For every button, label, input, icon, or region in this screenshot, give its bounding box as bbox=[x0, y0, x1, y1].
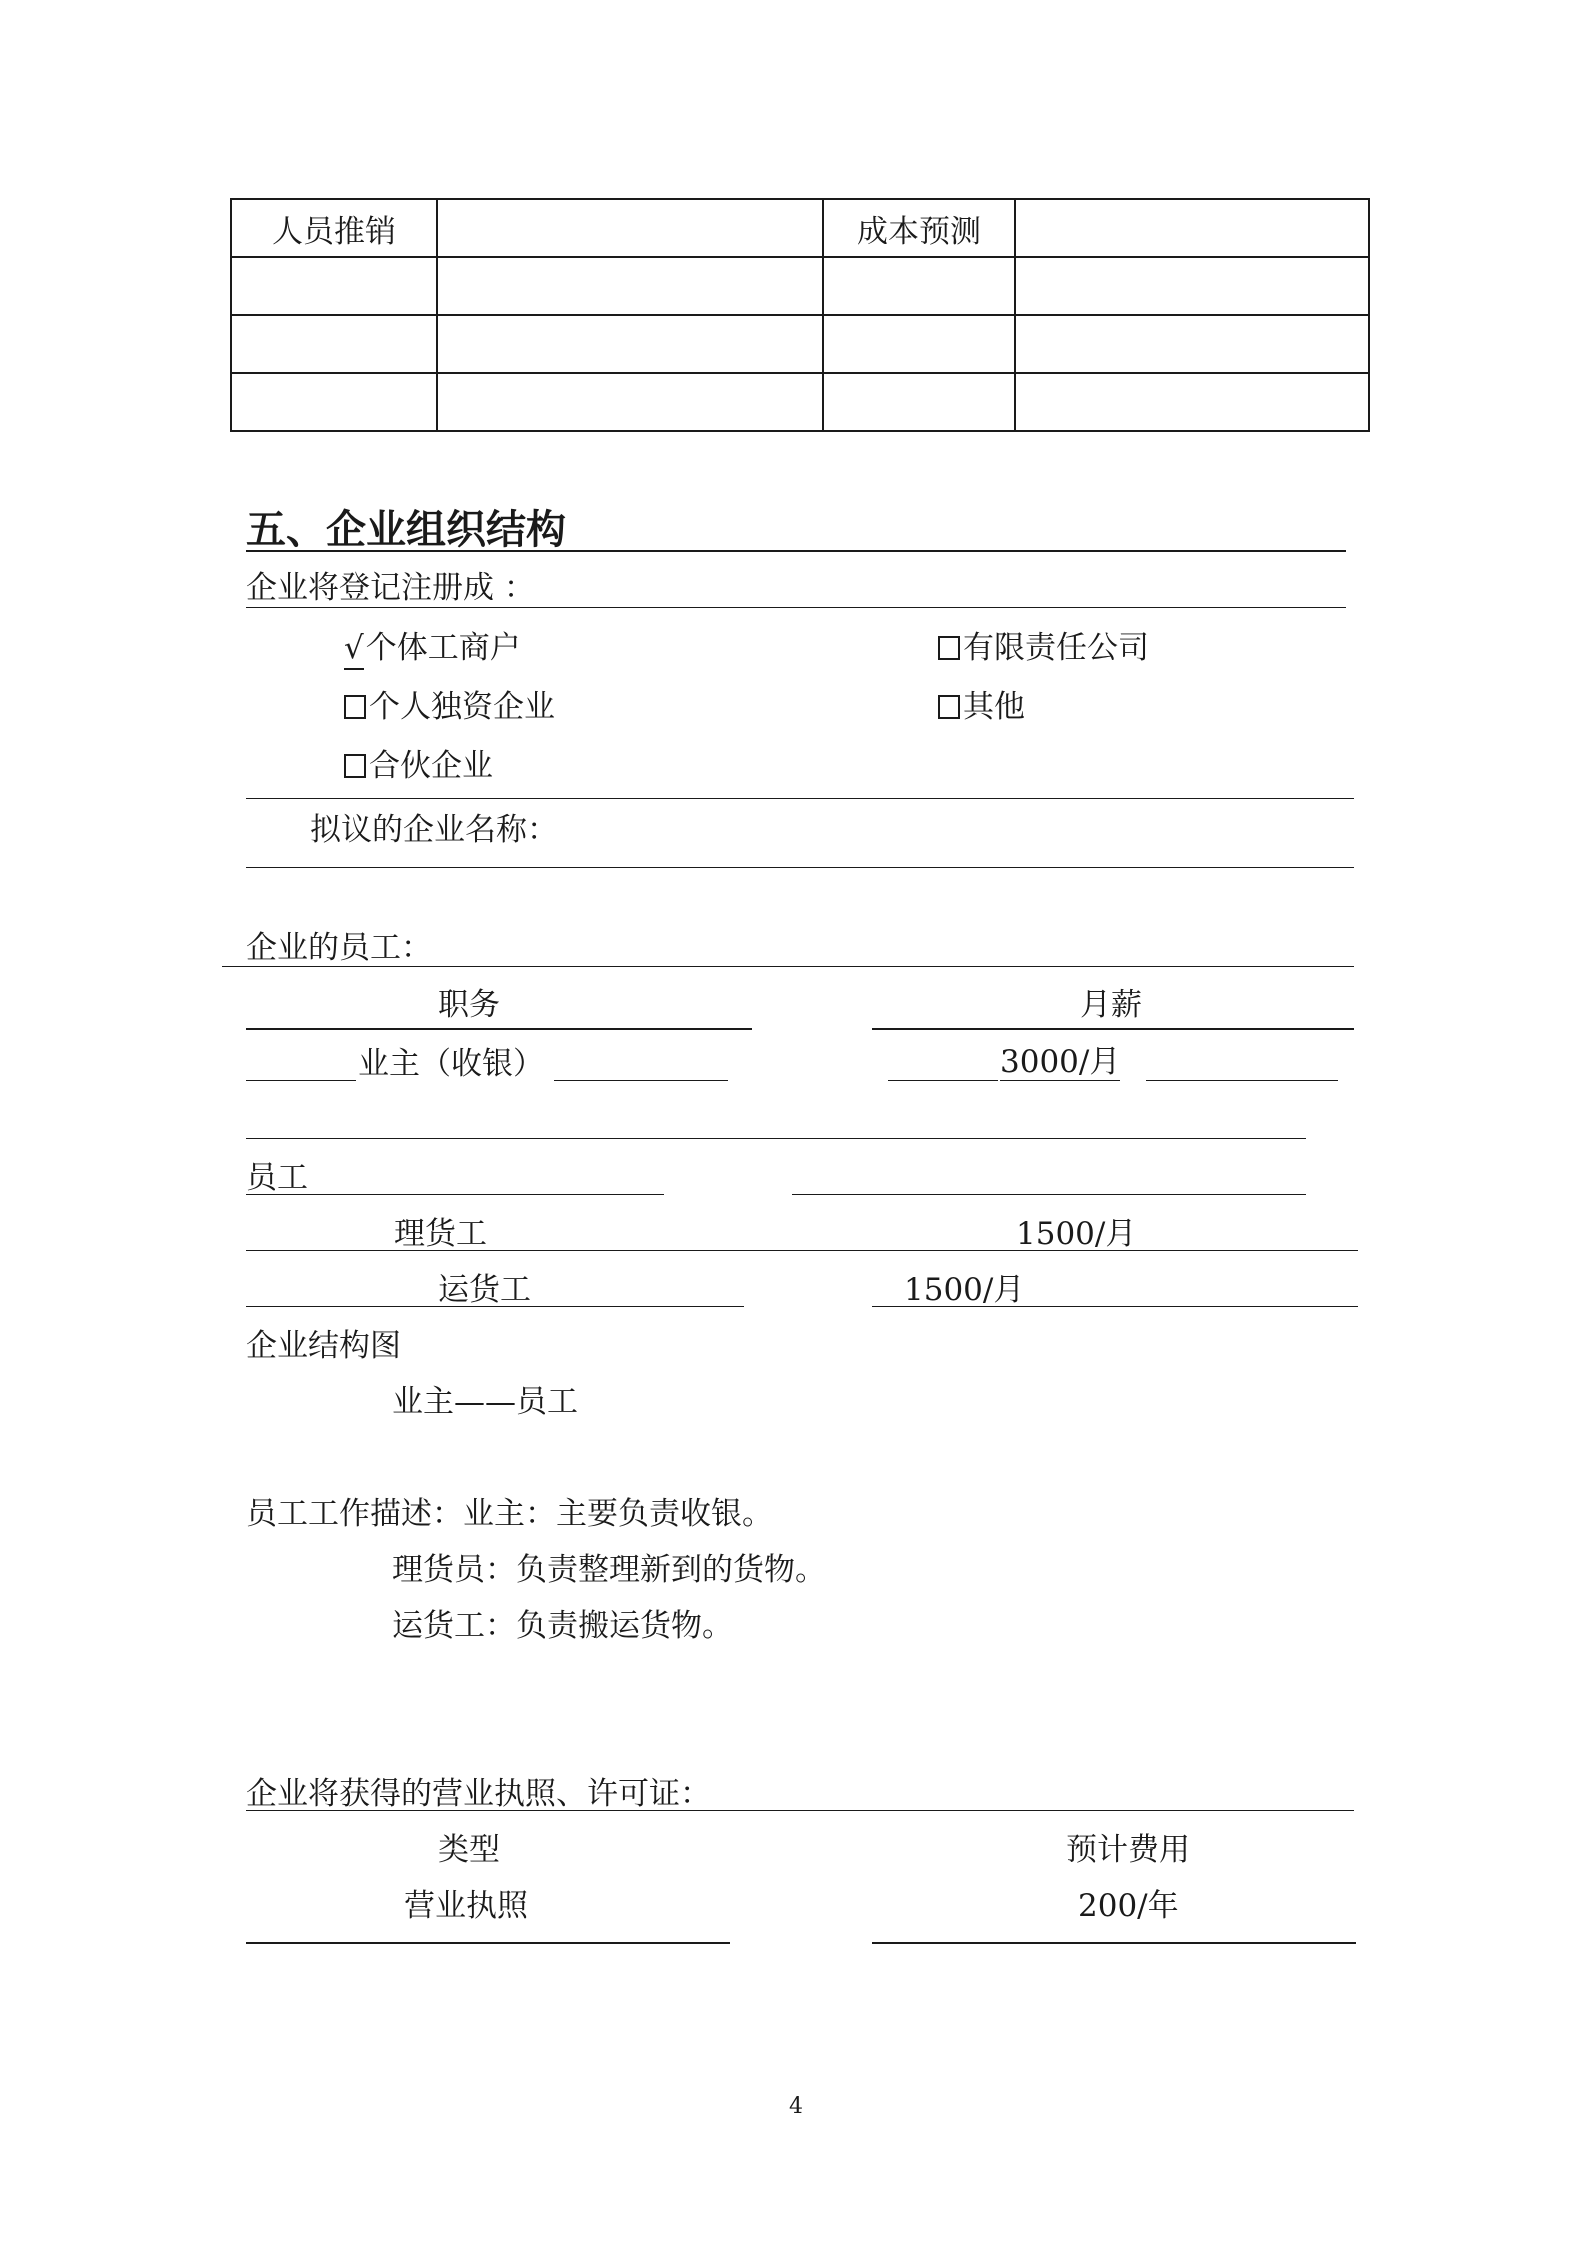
job-desc-line: 运货工：负责搬运货物。 bbox=[392, 1608, 733, 1644]
divider bbox=[222, 966, 1354, 967]
table-cell bbox=[231, 373, 437, 431]
option-sole-proprietor[interactable] bbox=[344, 628, 521, 670]
col-type: 类型 bbox=[438, 1832, 500, 1868]
divider bbox=[246, 1810, 1354, 1811]
table-cell bbox=[437, 199, 823, 257]
blank-line bbox=[888, 1080, 998, 1081]
option-label: 个人独资企业 bbox=[369, 689, 555, 725]
table-cell bbox=[1015, 257, 1369, 315]
divider bbox=[246, 1250, 1358, 1251]
table-cell: 人员推销 bbox=[231, 199, 437, 257]
table-row bbox=[231, 315, 1369, 373]
divider bbox=[246, 607, 1346, 608]
job-desc-line: 理货员：负责整理新到的货物。 bbox=[392, 1552, 826, 1588]
divider bbox=[246, 1028, 752, 1030]
divider bbox=[792, 1194, 1306, 1195]
divider bbox=[872, 1028, 1354, 1030]
table-cell bbox=[1015, 373, 1369, 431]
register-label: 企业将登记注册成 ： bbox=[246, 570, 535, 606]
structure-diagram: 业主——员工 bbox=[392, 1384, 578, 1420]
mover-salary: 1500/月 bbox=[904, 1272, 1025, 1308]
table-cell bbox=[823, 315, 1015, 373]
checkbox-icon bbox=[938, 695, 960, 719]
section-title: 五、企业组织结构 bbox=[246, 507, 566, 553]
table-cell bbox=[1015, 199, 1369, 257]
divider bbox=[246, 1306, 744, 1307]
table-row bbox=[231, 373, 1369, 431]
table-cell bbox=[823, 373, 1015, 431]
col-cost: 预计费用 bbox=[1066, 1832, 1190, 1868]
option-partnership[interactable] bbox=[344, 746, 493, 786]
blank-line bbox=[1146, 1080, 1338, 1081]
owner-role: 业主（收银） bbox=[358, 1046, 544, 1082]
divider bbox=[246, 1194, 664, 1195]
option-individual-sole[interactable] bbox=[344, 687, 555, 727]
table-row bbox=[231, 257, 1369, 315]
checkbox-icon bbox=[344, 754, 366, 778]
license-type: 营业执照 bbox=[404, 1888, 528, 1924]
table-cell bbox=[437, 315, 823, 373]
divider bbox=[246, 1942, 730, 1944]
checkbox-icon bbox=[344, 695, 366, 719]
blank-line bbox=[246, 1080, 356, 1081]
checkbox-icon bbox=[938, 636, 960, 660]
table-cell bbox=[437, 373, 823, 431]
page-number: 4 bbox=[789, 2094, 803, 2119]
staff-label: 企业的员工： bbox=[246, 930, 432, 966]
proposed-name-label: 拟议的企业名称： bbox=[310, 812, 558, 848]
divider bbox=[246, 798, 1354, 799]
license-cost: 200/年 bbox=[1078, 1888, 1179, 1924]
mover-role: 运货工 bbox=[438, 1272, 531, 1308]
option-label: 其他 bbox=[963, 689, 1025, 725]
owner-salary: 3000/月 bbox=[1000, 1044, 1121, 1080]
option-limited-company[interactable] bbox=[938, 628, 1149, 668]
employee-label: 员工 bbox=[246, 1160, 308, 1196]
blank-line bbox=[554, 1080, 728, 1081]
table-cell bbox=[231, 257, 437, 315]
table-cell bbox=[231, 315, 437, 373]
divider bbox=[872, 1942, 1356, 1944]
stocker-role: 理货工 bbox=[394, 1216, 487, 1252]
table-row bbox=[231, 199, 1369, 257]
option-label: 个体工商户 bbox=[365, 630, 521, 666]
promotion-table bbox=[230, 198, 1370, 432]
table-cell bbox=[823, 257, 1015, 315]
col-position: 职务 bbox=[438, 987, 500, 1023]
option-label: 合伙企业 bbox=[369, 748, 493, 784]
table-cell: 成本预测 bbox=[823, 199, 1015, 257]
divider bbox=[872, 1306, 1358, 1307]
option-other[interactable] bbox=[938, 687, 1025, 727]
option-label: 有限责任公司 bbox=[963, 630, 1149, 666]
divider bbox=[246, 1138, 1306, 1139]
table-cell bbox=[437, 257, 823, 315]
table-cell bbox=[1015, 315, 1369, 373]
structure-label: 企业结构图 bbox=[246, 1328, 401, 1364]
col-salary: 月薪 bbox=[1080, 987, 1142, 1023]
divider bbox=[246, 867, 1354, 868]
stocker-salary: 1500/月 bbox=[1016, 1216, 1137, 1252]
licenses-label: 企业将获得的营业执照、许可证： bbox=[246, 1776, 711, 1812]
checkmark-icon: √ bbox=[344, 628, 364, 670]
divider bbox=[246, 550, 1346, 552]
job-desc-line: 员工工作描述：业主：主要负责收银。 bbox=[246, 1496, 773, 1532]
